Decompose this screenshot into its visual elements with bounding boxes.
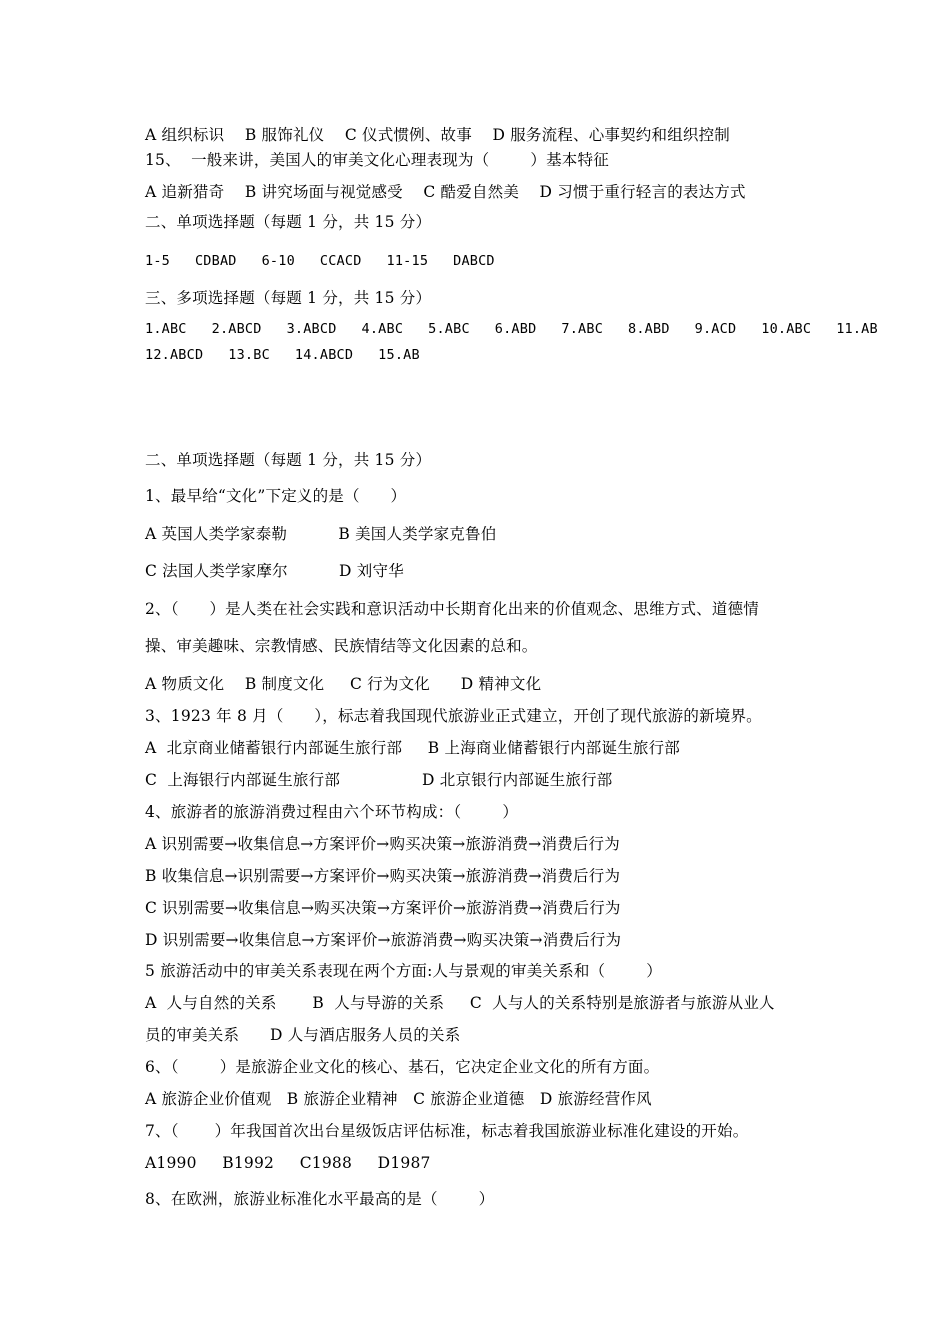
options: A 英国人类学家泰勒 B 美国人类学家克鲁伯: [145, 525, 497, 543]
text-line: 15、 一般来讲，美国人的审美文化心理表现为（ ）基本特征: [145, 151, 609, 169]
section-heading: 二、单项选择题（每题 1 分，共 15 分）: [145, 451, 432, 469]
options: A 北京商业储蓄银行内部诞生旅行部 B 上海商业储蓄银行内部诞生旅行部: [145, 739, 681, 757]
text-line: A 组织标识 B 服饰礼仪 C 仪式惯例、故事 D 服务流程、心事契约和组织控制: [145, 126, 731, 144]
options: B 收集信息→识别需要→方案评价→购买决策→旅游消费→消费后行为: [145, 867, 621, 885]
options: A 识别需要→收集信息→方案评价→购买决策→旅游消费→消费后行为: [145, 835, 620, 853]
options: D 识别需要→收集信息→方案评价→旅游消费→购买决策→消费后行为: [145, 931, 622, 949]
question: 3、1923 年 8 月（ ），标志着我国现代旅游业正式建立，开创了现代旅游的新境界。: [145, 707, 762, 725]
answer-line: 1.ABC 2.ABCD 3.ABCD 4.ABC 5.ABC 6.ABD 7.ABC 8.ABD 9.ACD 10.ABC 11.AB: [145, 321, 878, 337]
options: A1990 B1992 C1988 D1987: [145, 1154, 431, 1172]
question: 1、最早给“文化”下定义的是（ ）: [145, 487, 407, 505]
answer-line: 1-5 CDBAD 6-10 CCACD 11-15 DABCD: [145, 253, 495, 269]
answer-line: 12.ABCD 13.BC 14.ABCD 15.AB: [145, 347, 420, 363]
question: 2、（ ）是人类在社会实践和意识活动中长期育化出来的价值观念、思维方式、道德情: [145, 600, 759, 618]
options: C 法国人类学家摩尔 D 刘守华: [145, 562, 404, 580]
options: A 人与自然的关系 B 人与导游的关系 C 人与人的关系特别是旅游者与旅游从业人: [145, 994, 775, 1012]
question: 7、（ ）年我国首次出台星级饭店评估标准，标志着我国旅游业标准化建设的开始。: [145, 1122, 749, 1140]
options: A 物质文化 B 制度文化 C 行为文化 D 精神文化: [145, 675, 542, 693]
text-line: A 追新猎奇 B 讲究场面与视觉感受 C 酷爱自然美 D 习惯于重行轻言的表达方式: [145, 183, 746, 201]
options: 员的审美关系 D 人与酒店服务人员的关系: [145, 1026, 461, 1044]
options: C 识别需要→收集信息→购买决策→方案评价→旅游消费→消费后行为: [145, 899, 621, 917]
options: A 旅游企业价值观 B 旅游企业精神 C 旅游企业道德 D 旅游经营作风: [145, 1090, 652, 1108]
question: 6、（ ）是旅游企业文化的核心、基石，它决定企业文化的所有方面。: [145, 1058, 660, 1076]
section-heading: 二、单项选择题（每题 1 分，共 15 分）: [145, 213, 432, 231]
question: 操、审美趣味、宗教情感、民族情结等文化因素的总和。: [145, 637, 538, 655]
question: 8、在欧洲，旅游业标准化水平最高的是（ ）: [145, 1190, 495, 1208]
section-heading: 三、多项选择题（每题 1 分，共 15 分）: [145, 289, 432, 307]
question: 5 旅游活动中的审美关系表现在两个方面:人与景观的审美关系和（ ）: [145, 962, 662, 980]
options: C 上海银行内部诞生旅行部 D 北京银行内部诞生旅行部: [145, 771, 613, 789]
question: 4、旅游者的旅游消费过程由六个环节构成：（ ）: [145, 803, 519, 821]
